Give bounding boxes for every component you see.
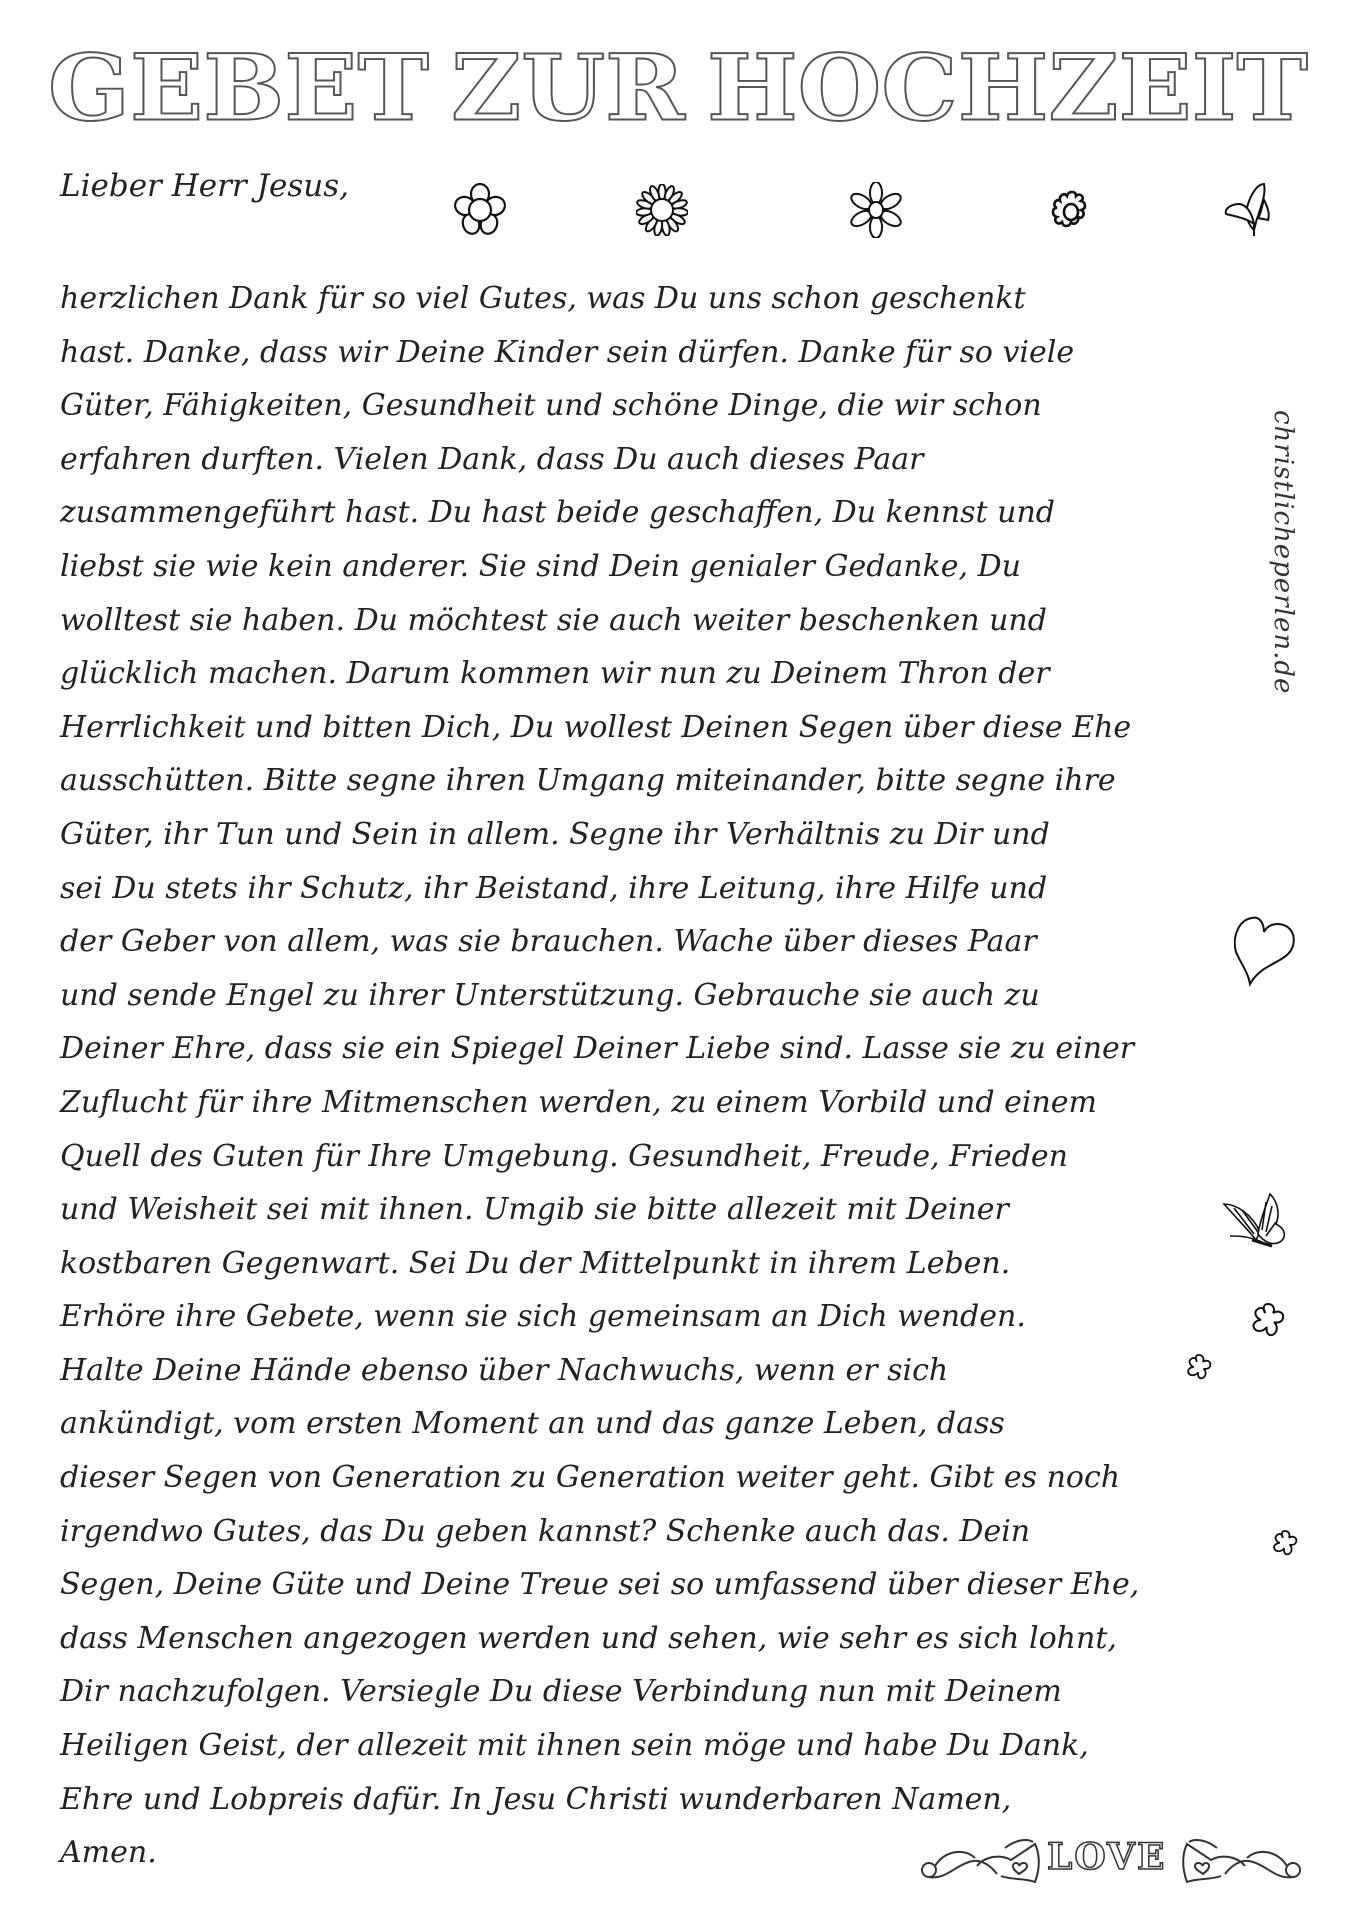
- butterfly-icon: [1218, 174, 1288, 244]
- prayer-line: hast. Danke, dass wir Deine Kinder sein dürfen. Danke für so viele: [60, 334, 1075, 370]
- prayer-line: wolltest sie haben. Du möchtest sie auch weiter beschenken und: [60, 602, 1047, 638]
- prayer-line: ausschütten. Bitte segne ihren Umgang miteinander, bitte segne ihre: [60, 763, 1116, 799]
- prayer-line: Halte Deine Hände ebenso über Nachwuchs, wenn er sich: [60, 1352, 949, 1388]
- prayer-line: Deiner Ehre, dass sie ein Spiegel Deiner Liebe sind. Lasse sie zu einer: [60, 1031, 1135, 1067]
- prayer-line: Dir nachzufolgen. Versiegle Du diese Verbindung nun mit Deinem: [60, 1674, 1062, 1710]
- prayer-line: liebst sie wie kein anderer. Sie sind Dein genialer Gedanke, Du: [60, 548, 1021, 584]
- butterfly-icon: [1222, 1192, 1298, 1252]
- title-word: HOCHZEIT: [706, 33, 1308, 141]
- prayer-line: Amen.: [60, 1835, 157, 1871]
- top-decoration-row: [0, 180, 1356, 250]
- prayer-line: Güter, Fähigkeiten, Gesundheit und schöne Dinge, die wir schon: [60, 388, 1042, 424]
- flower-eight-petal-icon: [848, 182, 904, 238]
- prayer-line: ankündigt, vom ersten Moment an und das ganze Leben, dass: [60, 1406, 1005, 1442]
- title-word: GEBET: [48, 33, 429, 141]
- salutation: Lieber Herr Jesus,: [60, 168, 349, 204]
- website-watermark: christlicheperlen.de: [1268, 410, 1298, 695]
- scroll-ornament-left-icon: [915, 1830, 1045, 1890]
- prayer-line: Herrlichkeit und bitten Dich, Du wollest Deinen Segen über diese Ehe: [60, 709, 1132, 745]
- prayer-line: Segen, Deine Güte und Deine Treue sei so umfassend über dieser Ehe,: [60, 1567, 1140, 1603]
- flower-outline-icon: [1248, 1300, 1288, 1340]
- prayer-line: herzlichen Dank für so viel Gutes, was Du uns schon geschenkt: [60, 281, 1026, 316]
- prayer-line: kostbaren Gegenwart. Sei Du der Mittelpunkt in ihrem Leben.: [60, 1245, 1011, 1281]
- prayer-line: irgendwo Gutes, das Du geben kannst? Schenke auch das. Dein: [60, 1513, 1031, 1549]
- prayer-line: dass Menschen angezogen werden und sehen, wie sehr es sich lohnt,: [60, 1620, 1117, 1656]
- daisy-icon: [636, 184, 688, 236]
- prayer-line: glücklich machen. Darum kommen wir nun zu Deinem Thron der: [60, 656, 1050, 692]
- prayer-line: zusammengeführt hast. Du hast beide geschaffen, Du kennst und: [60, 495, 1055, 531]
- prayer-line: und Weisheit sei mit ihnen. Umgib sie bitte allezeit mit Deiner: [60, 1192, 1009, 1228]
- prayer-line: Erhöre ihre Gebete, wenn sie sich gemeinsam an Dich wenden.: [60, 1299, 1026, 1335]
- scroll-ornament-right-icon: [1177, 1830, 1307, 1890]
- prayer-line: erfahren durften. Vielen Dank, dass Du auch dieses Paar: [60, 441, 924, 477]
- love-ornament: [915, 1830, 1315, 1890]
- prayer-body: [60, 272, 1280, 1880]
- prayer-line: Zuflucht für ihre Mitmenschen werden, zu einem Vorbild und einem: [60, 1084, 1097, 1120]
- prayer-line: Güter, ihr Tun und Sein in allem. Segne ihr Verhältnis zu Dir und: [60, 816, 1050, 852]
- prayer-line: dieser Segen von Generation zu Generation weiter geht. Gibt es noch: [60, 1460, 1121, 1496]
- title-word: ZUR: [451, 33, 685, 141]
- flower-outline-icon: [1184, 1352, 1214, 1382]
- prayer-line: Heiligen Geist, der allezeit mit ihnen sein möge und habe Du Dank,: [60, 1728, 1089, 1764]
- prayer-line: und sende Engel zu ihrer Unterstützung. Gebrauche sie auch zu: [60, 977, 1040, 1013]
- sunflower-icon: [1046, 186, 1096, 236]
- prayer-line: Quell des Guten für Ihre Umgebung. Gesundheit, Freude, Frieden: [60, 1138, 1068, 1174]
- flower-outline-icon: [1270, 1528, 1300, 1558]
- flower-five-petal-icon: [452, 182, 508, 238]
- heart-icon: [1234, 912, 1306, 992]
- prayer-line: Ehre und Lobpreis dafür. In Jesu Christi wunderbaren Namen,: [60, 1781, 1012, 1817]
- prayer-line: sei Du stets ihr Schutz, ihr Beistand, ihre Leitung, ihre Hilfe und: [60, 870, 1048, 906]
- prayer-line: der Geber von allem, was sie brauchen. Wache über dieses Paar: [60, 924, 1037, 960]
- love-label: LOVE: [1047, 1836, 1167, 1878]
- page-title: [48, 33, 1308, 141]
